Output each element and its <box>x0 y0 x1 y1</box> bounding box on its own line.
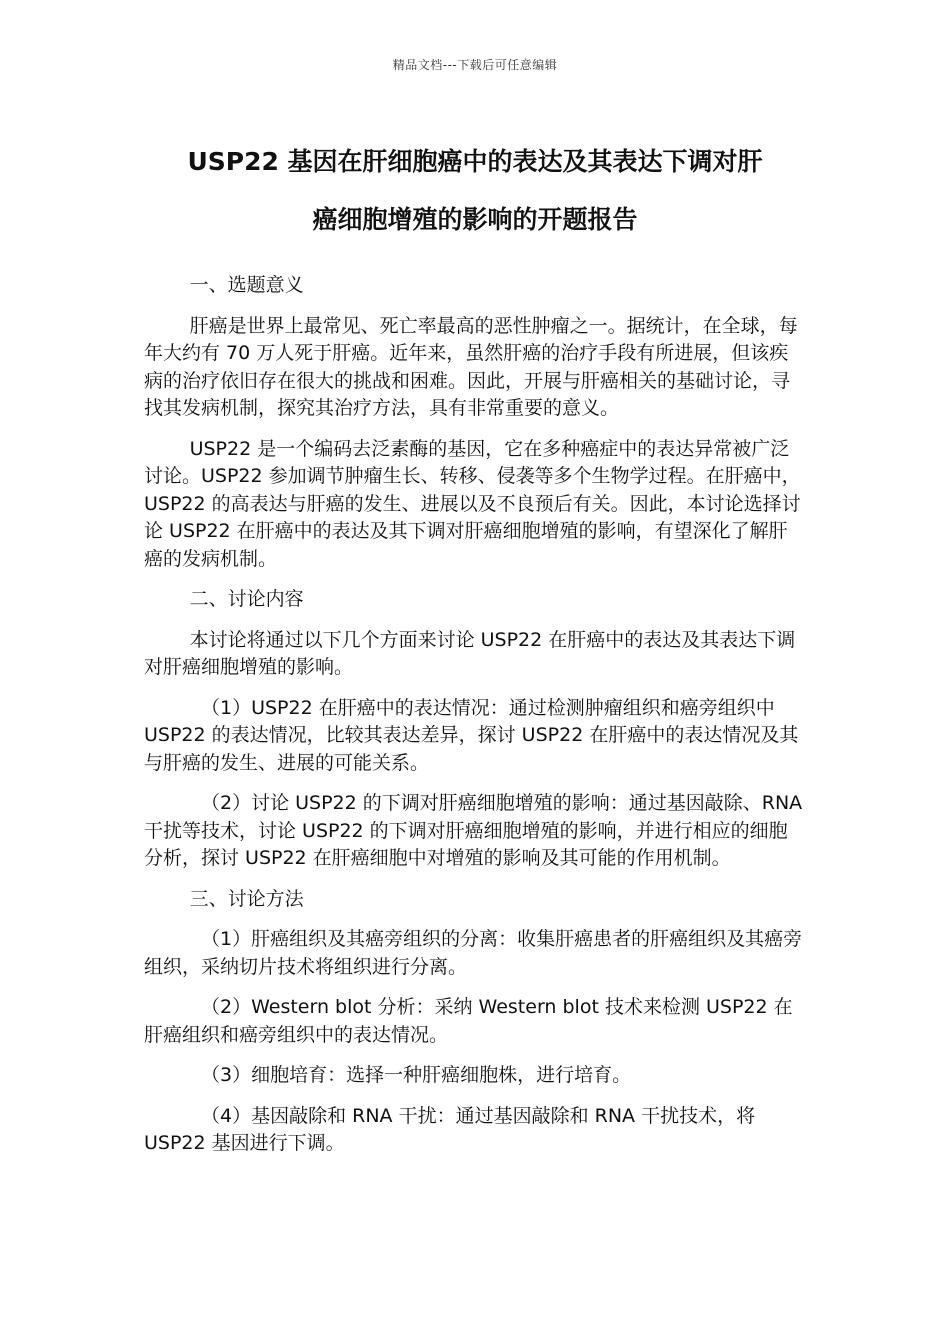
paragraph: USP22 是一个编码去泛素酶的基因，它在多种癌症中的表达异常被广泛讨论。USP22 参加调节肿瘤生长、转移、侵袭等多个生物学过程。在肝癌中，USP22 的高表达与肝癌的发生、进展以及不良预后有关。因此，本讨论选择讨论 USP22 在肝癌中的表达及其下调对肝癌细胞增殖的影响，有望深化了解肝癌的发病机制。 <box>144 437 801 570</box>
header-note: 精品文档---下载后可任意编辑 <box>392 58 558 72</box>
section-heading-significance: 一、选题意义 <box>189 274 304 296</box>
section-heading-methods: 三、讨论方法 <box>189 887 304 910</box>
document-title <box>120 133 830 249</box>
list-item: （4）基因敲除和 RNA 干扰：通过基因敲除和 RNA 干扰技术，将 USP22 基因进行下调。 <box>144 1104 756 1154</box>
list-item: （2）Western blot 分析：采纳 Western blot 技术来检测 USP22 在肝癌组织和癌旁组织中的表达情况。 <box>144 996 793 1046</box>
document-body <box>144 272 806 1171</box>
paragraph: 本讨论将通过以下几个方面来讨论 USP22 在肝癌中的表达及其表达下调对肝癌细胞增殖的影响。 <box>144 628 796 678</box>
list-item: （1）USP22 在肝癌中的表达情况：通过检测肿瘤组织和癌旁组织中 USP22 的表达情况，比较其表达差异，探讨 USP22 在肝癌中的表达情况及其与肝癌的发生、进展的可能关系。 <box>144 696 799 774</box>
title-line-2: 癌细胞增殖的影响的开题报告 <box>312 205 638 234</box>
paragraph: 肝癌是世界上最常见、死亡率最高的恶性肿瘤之一。据统计，在全球，每年大约有 70 万人死于肝癌。近年来，虽然肝癌的治疗手段有所进展，但该疾病的治疗依旧存在很大的挑战和困难。因此，开展与肝癌相关的基础讨论，寻找其发病机制，探究其治疗方法，具有非常重要的意义。 <box>144 314 798 419</box>
list-item: （2）讨论 USP22 的下调对肝癌细胞增殖的影响：通过基因敲除、RNA 干扰等技术，讨论 USP22 的下调对肝癌细胞增殖的影响，并进行相应的细胞分析，探讨 USP22 在肝癌细胞中对增殖的影响及其可能的作用机制。 <box>144 792 803 869</box>
title-line-1: USP22 基因在肝细胞癌中的表达及其表达下调对肝 <box>187 147 763 176</box>
section-heading-content: 二、讨论内容 <box>189 588 304 610</box>
list-item: （1）肝癌组织及其癌旁组织的分离：收集肝癌患者的肝癌组织及其癌旁组织，采纳切片技术将组织进行分离。 <box>144 928 803 978</box>
list-item: （3）细胞培育：选择一种肝癌细胞株，进行培育。 <box>201 1064 632 1086</box>
